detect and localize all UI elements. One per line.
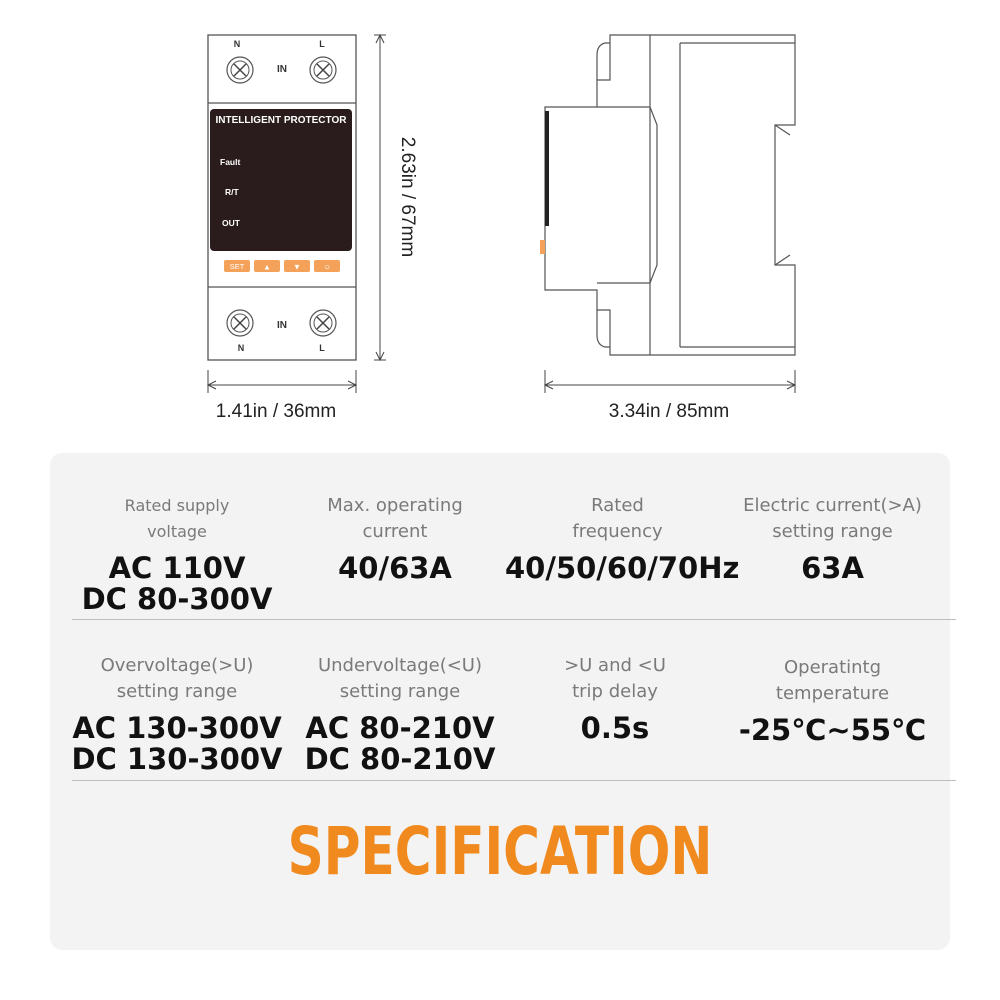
specification-card xyxy=(50,453,950,950)
terminal-screw-icon xyxy=(227,57,253,83)
power-icon: ○ xyxy=(323,262,331,273)
spec-value: DC 80-210V xyxy=(304,742,496,776)
spec-label: current xyxy=(362,521,428,542)
spec-label: Undervoltage(<U) xyxy=(317,655,483,676)
spec-value: 63A xyxy=(801,551,864,585)
spec-undervoltage-range xyxy=(290,653,510,775)
spec-label: >U and <U xyxy=(564,655,666,676)
width-dimension-line xyxy=(208,370,356,393)
spec-value: 0.5s xyxy=(580,711,650,745)
spec-value: 40/50/60/70Hz xyxy=(505,551,740,585)
spec-value: AC 130-300V xyxy=(72,711,282,745)
terminal-screw-icon xyxy=(310,310,336,336)
bottom-n-label: N xyxy=(237,343,245,353)
spec-label: voltage xyxy=(147,522,207,541)
spec-label: setting range xyxy=(116,681,238,702)
spec-value: DC 130-300V xyxy=(71,742,283,776)
front-view-drawing xyxy=(190,25,440,425)
arrow-up-icon: ▲ xyxy=(263,262,271,272)
side-profile-outline xyxy=(545,35,795,355)
down-button[interactable] xyxy=(284,260,310,272)
spec-value: 40/63A xyxy=(338,551,452,585)
bottom-l-label: L xyxy=(319,343,325,353)
power-button[interactable] xyxy=(314,260,340,273)
width-dimension-label: 1.41in / 36mm xyxy=(215,401,337,422)
side-face-dark-strip xyxy=(545,111,549,226)
up-button[interactable] xyxy=(254,260,280,272)
spec-rated-supply-voltage xyxy=(67,493,287,615)
height-dimension-line xyxy=(374,35,386,360)
bottom-in-label: IN xyxy=(277,320,287,331)
top-in-label: IN xyxy=(277,64,287,75)
fault-label: Fault xyxy=(220,157,241,167)
spec-label: setting range xyxy=(339,681,461,702)
spec-label: Rated supply xyxy=(124,496,230,515)
terminal-screw-icon xyxy=(310,57,336,83)
spec-value: AC 110V xyxy=(108,551,246,585)
side-face-orange-button xyxy=(540,240,545,254)
depth-dimension-line xyxy=(545,370,795,393)
top-n-label: N xyxy=(233,39,241,49)
spec-label: frequency xyxy=(572,521,663,542)
spec-label: Overvoltage(>U) xyxy=(100,655,254,676)
spec-value: -25℃~55℃ xyxy=(738,713,927,747)
height-dimension-label: 2.63in / 67mm xyxy=(397,136,418,258)
spec-label: Electric current(>A) xyxy=(743,495,922,516)
spec-rated-frequency xyxy=(505,493,740,585)
display-panel xyxy=(210,109,352,251)
top-l-label: L xyxy=(319,39,325,49)
set-button-label: SET xyxy=(229,262,245,271)
spec-trip-delay xyxy=(505,653,725,744)
spec-label: temperature xyxy=(775,683,890,704)
out-label: OUT xyxy=(222,218,240,228)
spec-value: AC 80-210V xyxy=(305,711,495,745)
spec-label: Operatintg xyxy=(783,657,882,678)
depth-dimension-label: 3.34in / 85mm xyxy=(608,401,730,422)
spec-label: Max. operating xyxy=(327,495,463,516)
spec-label: setting range xyxy=(772,521,893,542)
spec-value: DC 80-300V xyxy=(81,582,273,616)
display-title: INTELLIGENT PROTECTOR xyxy=(215,115,347,126)
rt-label: R/T xyxy=(225,187,239,197)
arrow-down-icon: ▼ xyxy=(293,262,301,272)
spec-electric-current-range xyxy=(730,493,935,584)
terminal-screw-icon xyxy=(227,310,253,336)
side-view-drawing xyxy=(535,25,810,425)
row-divider xyxy=(72,619,956,620)
specification-title: SPECIFICATION xyxy=(287,813,713,890)
spec-max-operating-current xyxy=(285,493,505,584)
spec-label: trip delay xyxy=(572,681,658,702)
spec-label: Rated xyxy=(591,495,644,516)
row-divider xyxy=(72,780,956,781)
spec-operating-temperature xyxy=(730,655,935,746)
spec-overvoltage-range xyxy=(67,653,287,775)
set-button[interactable] xyxy=(224,260,250,272)
